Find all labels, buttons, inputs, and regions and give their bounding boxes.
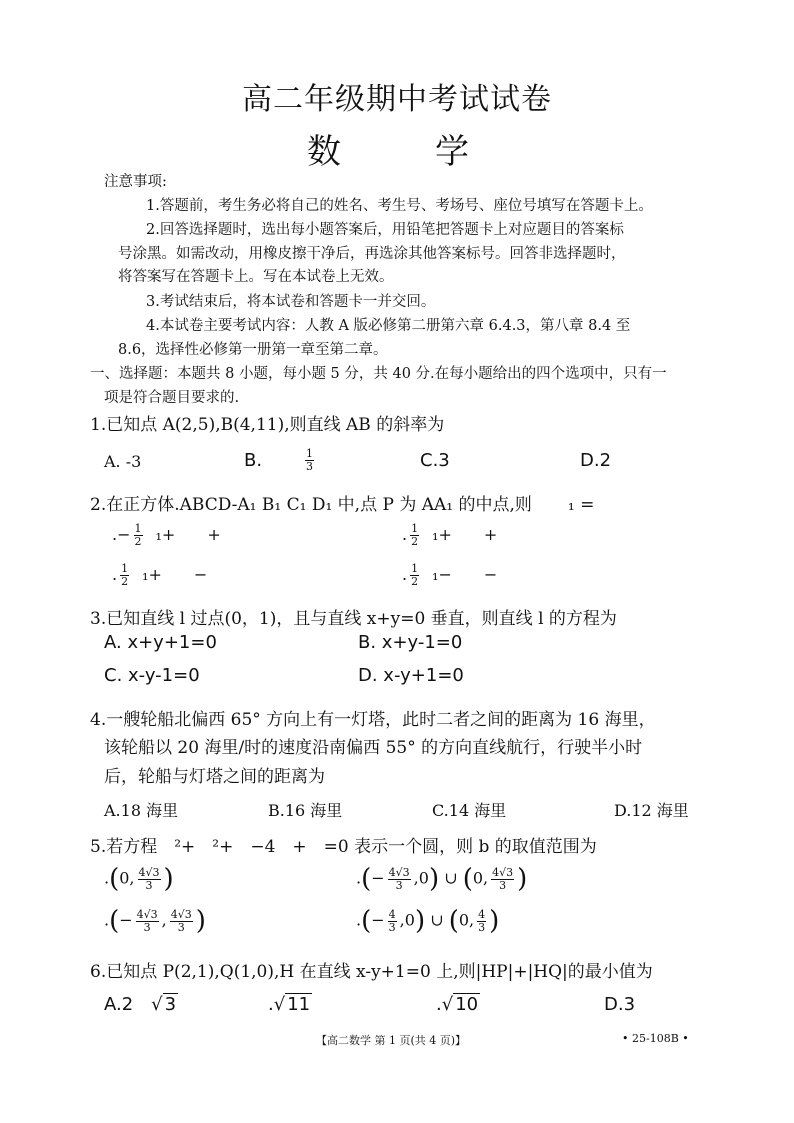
q6-option-c: .√ 10 [436, 994, 479, 1015]
q2-c-prefix: . [112, 565, 118, 584]
q2-option-c [112, 562, 207, 588]
q4-option-c: C.14 海里 [432, 801, 507, 820]
q3-option-b: B. x+y-1=0 [358, 632, 463, 653]
notice-line-5: 3.考试结束后，将本试卷和答题卡一并交回。 [146, 294, 436, 310]
q2-d-den: 2 [411, 575, 419, 588]
q5-c-hi-den: 3 [177, 920, 185, 934]
notice-line-1: 1.答题前，考生务必将自己的姓名、考生号、考场号、座位号填写在答题卡上。 [146, 198, 653, 214]
page-title: 高二年级期中考试试卷 [242, 82, 552, 117]
subject-title: 数 学 [307, 132, 499, 172]
q1-option-b-fraction [302, 448, 317, 473]
q5-b-lo-den: 3 [395, 878, 403, 892]
q6-c-label: . [436, 994, 442, 1015]
q2-stem-tail: ₁ = [567, 495, 595, 515]
q2-c-num: 1 [121, 562, 129, 575]
q2-a-den: 2 [134, 535, 142, 548]
q3-option-d: D. x-y+1=0 [358, 665, 464, 686]
q1-option-b-label: B. [244, 450, 263, 471]
q2-d-num: 1 [411, 562, 419, 575]
q2-stem-text: 2.在正方体.ABCD-A₁ B₁ C₁ D₁ 中,点 P 为 AA₁ 的中点,则 [90, 495, 532, 515]
q5-option-a: .(0, $\frac{4√3}{3}$ ) [104, 864, 174, 894]
q1-option-c: C.3 [420, 450, 450, 471]
q1-option-a: A. -3 [104, 452, 142, 471]
q5-d-lo-den: 3 [388, 920, 396, 934]
q1-option-b [244, 450, 262, 471]
q5-option-b: .(− $\frac{4√3}{3}$ ,0) ∪ (0, $\frac{4√3}{3}$ ) [356, 864, 528, 894]
q5-b-lo-num: 4√3 [388, 865, 410, 879]
q6-b-label: . [268, 994, 274, 1015]
q6-b-radicand: 11 [287, 994, 311, 1015]
q5-b-union: ∪ [444, 868, 458, 888]
q5-option-c: .(− $\frac{4√3}{3}$ , $\frac{4√3}{3}$ ) [104, 906, 206, 936]
q2-b-prefix: . [402, 525, 408, 544]
q5-c-hi-num: 4√3 [170, 907, 192, 921]
q5-d-lo-num: 4 [388, 907, 396, 921]
q6-a-label: A.2 [104, 994, 134, 1015]
q5-d-mid: 0 [404, 910, 415, 930]
notice-heading: 注意事项: [104, 174, 167, 190]
q1-option-d: D.2 [580, 450, 612, 471]
notice-line-3: 号涂黑。如需改动，用橡皮擦干净后，再选涂其他答案标号。回答非选择题时， [118, 246, 626, 262]
q2-c-den: 2 [121, 575, 129, 588]
q2-option-d [402, 562, 497, 588]
q5-c-lo-num: 4√3 [136, 907, 158, 921]
q2-d-prefix: . [402, 565, 408, 584]
q1-b-num: 1 [306, 447, 313, 460]
q2-a-rest: ₁+ + [155, 525, 221, 544]
q1-b-den: 3 [306, 460, 313, 473]
q4-option-d: D.12 海里 [614, 801, 689, 820]
q2-c-rest: ₁+ − [142, 565, 208, 584]
q5-option-d: .(− $\frac{4}{3}$ ,0) ∪ (0, $\frac{4}{3}$ ) [356, 906, 500, 936]
q2-a-num: 1 [134, 522, 142, 535]
notice-line-6: 4.本试卷主要考试内容：人教 A 版必修第二册第六章 6.4.3，第八章 8.4 至 [146, 318, 631, 334]
q5-d-hi-den: 3 [478, 920, 486, 934]
q5-d-lo2: 0, [458, 910, 475, 930]
q3-option-a: A. x+y+1=0 [104, 632, 217, 653]
q5-c-lo-den: 3 [143, 920, 151, 934]
q5-b-mid: 0 [418, 868, 429, 888]
q5-a-lo: 0, [119, 868, 135, 888]
q5-d-union: ∪ [430, 910, 444, 930]
q5-d-prefix: . [356, 910, 362, 930]
q2-option-b [402, 522, 497, 548]
q5-b-hi-num: 4√3 [492, 865, 514, 879]
notice-line-2: 2.回答选择题时，选出每小题答案后，用铅笔把答题卡上对应题目的答案标 [146, 222, 624, 238]
question-3-stem: 3.已知直线 l 过点(0，1)，且与直线 x+y=0 垂直，则直线 l 的方程为 [90, 609, 617, 629]
question-1-stem: 1.已知点 A(2,5),B(4,11),则直线 AB 的斜率为 [90, 415, 445, 435]
question-2-stem [90, 490, 594, 515]
q6-option-a: A.2 √ 3 [104, 994, 177, 1015]
notice-line-7: 8.6，选择性必修第一册第一章至第二章。 [118, 342, 388, 358]
section-heading-cont: 项是符合题目要求的. [104, 390, 240, 406]
q5-c-prefix: . [104, 910, 110, 930]
q4-option-a: A.18 海里 [104, 801, 179, 820]
q6-option-d: D.3 [604, 994, 636, 1015]
question-4-line-1: 4.一艘轮船北偏西 65° 方向上有一灯塔，此时二者之间的距离为 16 海里， [90, 710, 656, 730]
notice-line-4: 将答案写在答题卡上。写在本试卷上无效。 [118, 269, 394, 285]
footer-page-info: 【高二数学 第 1 页(共 4 页)】 [316, 1034, 467, 1047]
q5-b-lo2: 0, [472, 868, 489, 888]
q5-a-hi-den: 3 [145, 878, 153, 892]
q2-option-a [112, 522, 221, 548]
q3-option-c: C. x-y-1=0 [104, 665, 200, 686]
q5-a-hi-num: 4√3 [138, 865, 160, 879]
section-heading: 一、选择题：本题共 8 小题，每小题 5 分，共 40 分.在每小题给出的四个选项中，只有一 [90, 366, 667, 382]
q5-b-hi-den: 3 [499, 878, 507, 892]
q2-b-rest: ₁+ + [432, 525, 498, 544]
q5-a-prefix: . [104, 868, 110, 888]
question-4-line-2: 该轮船以 20 海里/时的速度沿南偏西 55° 的方向直线航行，行驶半小时 [104, 738, 643, 758]
question-5-stem: 5.若方程 ²+ ²+ −4 + =0 表示一个圆，则 b 的取值范围为 [90, 837, 597, 857]
question-4-line-3: 后，轮船与灯塔之间的距离为 [104, 767, 325, 787]
q5-d-hi-num: 4 [478, 907, 486, 921]
q2-d-rest: ₁− − [432, 565, 498, 584]
q2-b-den: 2 [411, 535, 419, 548]
q2-b-num: 1 [411, 522, 419, 535]
question-6-stem: 6.已知点 P(2,1),Q(1,0),H 在直线 x-y+1=0 上,则|HP|+|HQ|的最小值为 [90, 962, 653, 982]
q6-a-radicand: 3 [164, 994, 177, 1015]
q2-a-prefix: .− [112, 525, 131, 544]
q4-option-b: B.16 海里 [268, 801, 343, 820]
footer-code: • 25-108B • [622, 1032, 689, 1045]
q5-b-prefix: . [356, 868, 362, 888]
q6-c-radicand: 10 [455, 994, 479, 1015]
q6-option-b: .√ 11 [268, 994, 311, 1015]
